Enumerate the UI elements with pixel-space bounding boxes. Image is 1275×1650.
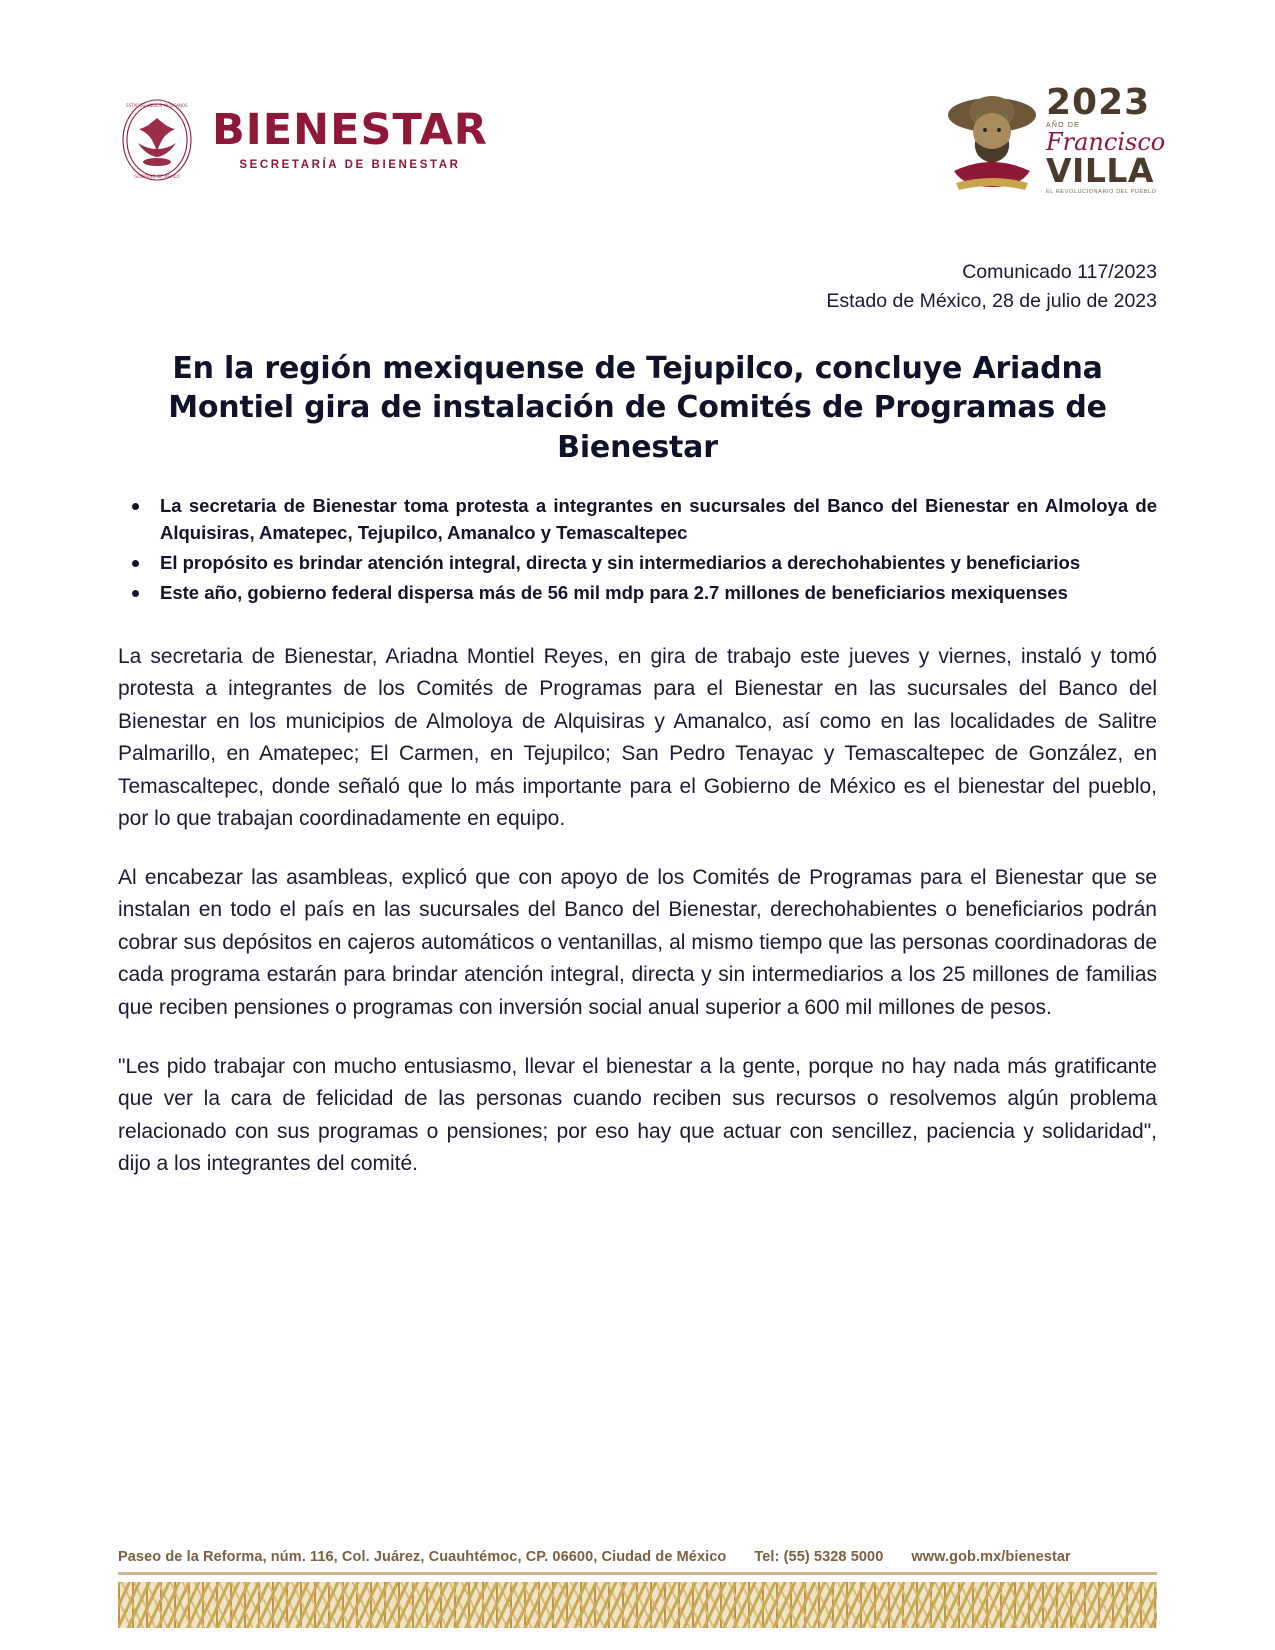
brand-title: BIENESTAR	[212, 105, 488, 155]
paragraph: "Les pido trabajar con mucho entusiasmo, llevar el bienestar a la gente, porque no hay nada más gratificante que ver la cara de felicidad de las personas cuando reciben sus recursos o resolvemos algún problema relacionado con sus programas o pensiones; por eso hay que actuar con sencillez, paciencia y solidaridad", dijo a los integrantes del comité.	[118, 1054, 1157, 1176]
seal-name-first: Francisco	[1046, 127, 1166, 156]
comunicado-number: Comunicado 117/2023	[962, 261, 1157, 283]
body-text	[118, 641, 1157, 1181]
footer-phone: Tel: (55) 5328 5000	[754, 1549, 884, 1565]
list-item: El propósito es brindar atención integral, directa y sin intermediarios a derechohabientes y beneficiarios	[118, 550, 1157, 577]
seal-footer-note: EL REVOLUCIONARIO DEL PUEBLO	[1046, 188, 1157, 195]
list-item: La secretaria de Bienestar toma protesta a integrantes en sucursales del Banco del Bienestar en Almoloya de Alquisiras, Amatepec, Tejupilco, Amanalco y Temascaltepec	[118, 493, 1157, 547]
page-title: En la región mexiquense de Tejupilco, concluye Ariadna Montiel gira de instalación de Comités de Programas de Bienestar	[168, 350, 1107, 465]
bienestar-logo	[118, 98, 488, 182]
svg-text:GOBIERNO DE MÉXICO: GOBIERNO DE MÉXICO	[134, 174, 180, 179]
seal-name-last: VILLA	[1046, 150, 1154, 190]
paragraph: La secretaria de Bienestar, Ariadna Montiel Reyes, en gira de trabajo este jueves y viernes, instaló y tomó protesta a integrantes de los Comités de Programas para el Bienestar en las sucursales del Banco del Bienestar en los municipios de Almoloya de Alquisiras y Amanalco, así como en las localidades de Salitre Palmarillo, en Amatepec; El Carmen, en Tejupilco; San Pedro Tenayac y Temascaltepec de González, en Temascaltepec, donde señaló que lo más importante para el Gobierno de México es el bienestar del pueblo, por lo que trabajan coordinadamente en equipo.	[118, 644, 1157, 831]
document-meta	[118, 258, 1157, 317]
mexican-eagle-icon	[118, 98, 196, 182]
francisco-villa-seal	[942, 80, 1166, 200]
brand-subtitle: SECRETARÍA DE BIENESTAR	[239, 159, 461, 171]
list-item: Este año, gobierno federal dispersa más de 56 mil mdp para 2.7 millones de beneficiarios mexiquenses	[118, 580, 1157, 607]
svg-text:ESTADOS UNIDOS MEXICANOS: ESTADOS UNIDOS MEXICANOS	[126, 103, 188, 108]
francisco-villa-portrait-icon	[942, 85, 1042, 195]
footer-divider	[118, 1572, 1157, 1575]
footer-contact-line	[0, 1549, 1275, 1572]
place-and-date: Estado de México, 28 de julio de 2023	[826, 290, 1157, 313]
seal-text	[1046, 81, 1166, 196]
footer-decorative-band	[118, 1582, 1157, 1628]
seal-year: 2023	[1046, 81, 1151, 123]
footer-website[interactable]: www.gob.mx/bienestar	[911, 1549, 1071, 1565]
seal-mini-label: AÑO DE	[1046, 121, 1081, 129]
footer-address: Paseo de la Reforma, núm. 116, Col. Juárez, Cuauhtémoc, CP. 06600, Ciudad de México	[118, 1549, 727, 1565]
document-header	[118, 0, 1166, 210]
document-footer	[0, 1549, 1275, 1650]
bienestar-wordmark	[212, 105, 488, 171]
highlights-list	[118, 493, 1157, 606]
paragraph: Al encabezar las asambleas, explicó que con apoyo de los Comités de Programas para el Bienestar que se instalan en todo el país en las sucursales del Banco del Bienestar, derechohabientes o beneficiarios podrán cobrar sus depósitos en cajeros automáticos o ventanillas, al mismo tiempo que las personas coordinadoras de cada programa estarán para brindar atención integral, directa y sin intermediarios a los 25 millones de familias que reciben pensiones o programas con inversión social anual superior a 600 mil millones de pesos.	[118, 865, 1157, 1019]
